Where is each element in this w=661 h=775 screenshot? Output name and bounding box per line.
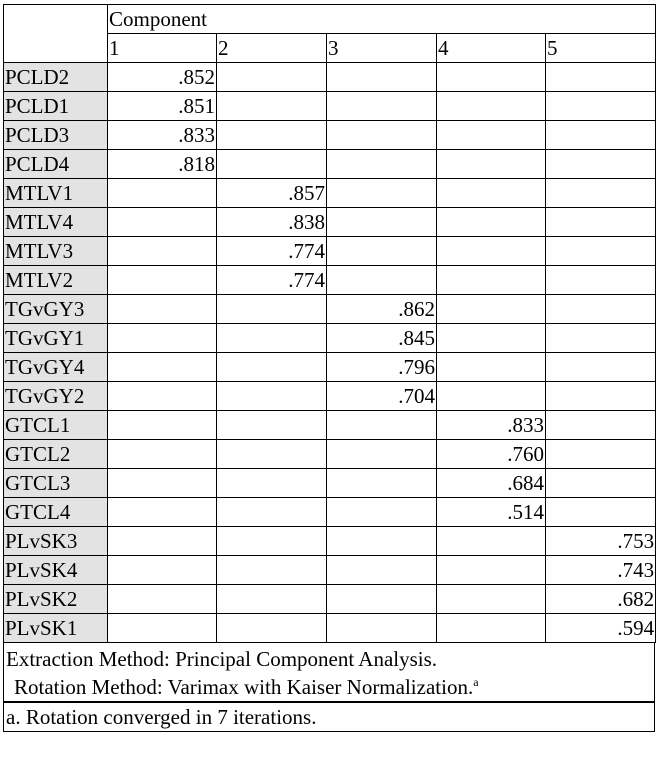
row-label: PLvSK4	[4, 556, 108, 585]
loading-cell	[108, 527, 217, 556]
row-label: PLvSK3	[4, 527, 108, 556]
loading-cell: .514	[437, 498, 546, 527]
table-row	[4, 324, 656, 353]
loading-cell: .818	[108, 150, 217, 179]
loading-cell	[108, 208, 217, 237]
loading-cell: .753	[546, 527, 656, 556]
column-header: 4	[437, 34, 546, 63]
row-label: TGvGY2	[4, 382, 108, 411]
table-body	[4, 5, 656, 643]
loading-cell	[437, 353, 546, 382]
table-row	[4, 179, 656, 208]
loading-cell	[437, 237, 546, 266]
loading-cell	[327, 179, 437, 208]
loading-cell	[108, 266, 217, 295]
loading-cell	[108, 498, 217, 527]
loading-cell	[108, 411, 217, 440]
loading-cell	[108, 237, 217, 266]
table-row	[4, 150, 656, 179]
loading-cell	[217, 295, 327, 324]
loading-cell: .760	[437, 440, 546, 469]
loading-cell	[546, 498, 656, 527]
loading-cell	[327, 266, 437, 295]
loading-cell	[546, 150, 656, 179]
column-header: 2	[217, 34, 327, 63]
loading-cell	[546, 353, 656, 382]
component-table	[3, 4, 656, 643]
table-row	[4, 498, 656, 527]
table-row	[4, 382, 656, 411]
loading-cell	[217, 556, 327, 585]
component-group-header: Component	[108, 5, 656, 34]
loading-cell	[437, 324, 546, 353]
table-row	[4, 63, 656, 92]
row-label: GTCL2	[4, 440, 108, 469]
row-label: TGvGY4	[4, 353, 108, 382]
loading-cell: .833	[437, 411, 546, 440]
loading-cell	[546, 179, 656, 208]
table-row	[4, 614, 656, 643]
loading-cell	[437, 121, 546, 150]
loading-cell: .594	[546, 614, 656, 643]
table-row	[4, 411, 656, 440]
loading-cell	[437, 179, 546, 208]
row-label: TGvGY1	[4, 324, 108, 353]
loading-cell: .862	[327, 295, 437, 324]
loading-cell	[327, 92, 437, 121]
row-label: PCLD1	[4, 92, 108, 121]
table-row	[4, 295, 656, 324]
loading-cell	[546, 63, 656, 92]
loading-cell	[217, 498, 327, 527]
loading-cell	[546, 266, 656, 295]
loading-cell	[217, 382, 327, 411]
rotation-footnote-marker: a	[473, 675, 479, 689]
loading-cell	[437, 585, 546, 614]
loading-cell	[217, 585, 327, 614]
loading-cell	[437, 556, 546, 585]
loading-cell	[108, 440, 217, 469]
loading-cell	[437, 614, 546, 643]
loading-cell	[327, 63, 437, 92]
loading-cell	[546, 440, 656, 469]
loading-cell: .845	[327, 324, 437, 353]
row-label: TGvGY3	[4, 295, 108, 324]
loading-cell	[327, 208, 437, 237]
loading-cell	[217, 324, 327, 353]
row-label: MTLV1	[4, 179, 108, 208]
column-header: 5	[546, 34, 656, 63]
loading-cell	[108, 585, 217, 614]
loading-cell	[217, 469, 327, 498]
loading-cell	[217, 121, 327, 150]
loading-cell	[217, 527, 327, 556]
loading-cell: .682	[546, 585, 656, 614]
loading-cell: .838	[217, 208, 327, 237]
loading-cell	[327, 237, 437, 266]
loading-cell: .743	[546, 556, 656, 585]
loading-cell: .774	[217, 266, 327, 295]
loading-cell	[327, 469, 437, 498]
loading-cell	[437, 92, 546, 121]
loading-cell	[437, 208, 546, 237]
row-label: PCLD2	[4, 63, 108, 92]
table-row	[4, 556, 656, 585]
row-label: MTLV3	[4, 237, 108, 266]
loading-cell	[108, 295, 217, 324]
loading-cell	[437, 266, 546, 295]
loading-cell: .774	[217, 237, 327, 266]
loading-cell: .857	[217, 179, 327, 208]
loading-cell	[108, 614, 217, 643]
loading-cell	[327, 440, 437, 469]
loading-cell	[546, 121, 656, 150]
loading-cell	[217, 150, 327, 179]
loading-cell	[546, 469, 656, 498]
loading-cell: .833	[108, 121, 217, 150]
loading-cell	[546, 92, 656, 121]
rotation-method-text: Rotation Method: Varimax with Kaiser Normalization.	[14, 675, 474, 699]
loading-cell: .704	[327, 382, 437, 411]
table-row	[4, 208, 656, 237]
loading-cell	[217, 440, 327, 469]
loading-cell	[108, 179, 217, 208]
rotated-component-matrix	[3, 4, 655, 770]
loading-cell: .851	[108, 92, 217, 121]
row-label: GTCL4	[4, 498, 108, 527]
method-notes	[3, 643, 655, 702]
loading-cell	[327, 614, 437, 643]
table-row	[4, 440, 656, 469]
loading-cell	[546, 382, 656, 411]
column-header: 3	[327, 34, 437, 63]
loading-cell: .796	[327, 353, 437, 382]
extraction-method-note: Extraction Method: Principal Component Analysis.	[6, 647, 438, 671]
loading-cell	[327, 121, 437, 150]
column-header: 1	[108, 34, 217, 63]
loading-cell	[327, 556, 437, 585]
loading-cell	[437, 63, 546, 92]
row-label: GTCL1	[4, 411, 108, 440]
loading-cell	[437, 382, 546, 411]
table-row	[4, 469, 656, 498]
table-row	[4, 266, 656, 295]
row-label: GTCL3	[4, 469, 108, 498]
row-label: MTLV4	[4, 208, 108, 237]
row-label: PCLD4	[4, 150, 108, 179]
loading-cell	[327, 411, 437, 440]
loading-cell	[217, 63, 327, 92]
loading-cell	[437, 295, 546, 324]
loading-cell	[108, 353, 217, 382]
rotation-method-note	[6, 673, 652, 701]
table-row	[4, 353, 656, 382]
header-row-group	[4, 5, 656, 34]
table-row	[4, 237, 656, 266]
loading-cell	[546, 208, 656, 237]
loading-cell	[217, 614, 327, 643]
loading-cell	[546, 324, 656, 353]
loading-cell	[546, 411, 656, 440]
loading-cell	[108, 382, 217, 411]
loading-cell	[327, 498, 437, 527]
loading-cell	[327, 150, 437, 179]
loading-cell	[546, 295, 656, 324]
row-label: PCLD3	[4, 121, 108, 150]
loading-cell	[546, 237, 656, 266]
loading-cell	[217, 92, 327, 121]
loading-cell	[327, 585, 437, 614]
row-label: PLvSK2	[4, 585, 108, 614]
row-label: PLvSK1	[4, 614, 108, 643]
loading-cell	[108, 556, 217, 585]
loading-cell: .852	[108, 63, 217, 92]
loading-cell	[108, 469, 217, 498]
header-corner-cell	[4, 5, 108, 63]
table-row	[4, 121, 656, 150]
table-row	[4, 527, 656, 556]
loading-cell	[217, 411, 327, 440]
table-row	[4, 92, 656, 121]
loading-cell	[327, 527, 437, 556]
loading-cell	[108, 324, 217, 353]
footnote: a. Rotation converged in 7 iterations.	[3, 702, 655, 732]
loading-cell: .684	[437, 469, 546, 498]
loading-cell	[437, 527, 546, 556]
row-label: MTLV2	[4, 266, 108, 295]
loading-cell	[217, 353, 327, 382]
table-row	[4, 585, 656, 614]
loading-cell	[437, 150, 546, 179]
